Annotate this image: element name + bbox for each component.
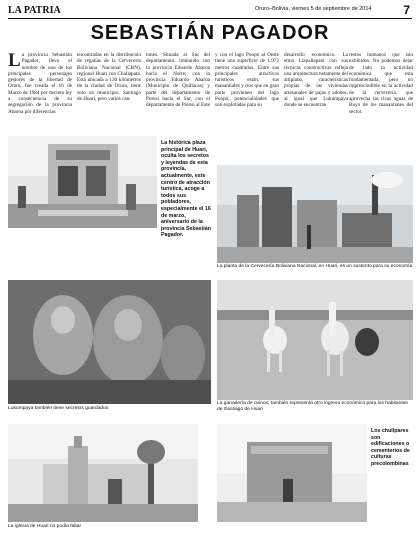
column-text: tones. Situada al Sur del departamento, limitando con la provincia Eduardo Abaroa hacia el Norte; con la provincia Eduardo Abaroa (Municipio de Quillacas) y parte del departamento de Potosí hacia el Sur, con el departamento de Potosí al Este xyxy=(146,52,210,109)
article-column-6 xyxy=(349,52,413,162)
article-column-5 xyxy=(284,52,348,132)
article-column-2 xyxy=(77,52,141,132)
dateline: Oruro–Bolivia, viernes 5 de septiembre de 2014 xyxy=(255,6,372,12)
plaza-caption: La histórica plaza principal de Huari, oculta los secretos y leyendas de esta provincia, actualmente, este centro de atracción turística, acoge a todos sus pobladores, especialmente el 16 de marzo, aniversario de la provincia Sebastián Pagador. xyxy=(161,140,212,239)
brewery-caption: La planta de la Cervecería Boliviana Nacional, en Huari, es un sustento para su economía xyxy=(217,264,413,269)
column-text: desarrollo económico. La etnia Llapallapani con sus técnicas constructivas refleja una arquitectura netamente del altiplano, características propias de las viviendas artesanales de pajas y adobes, al igual que Lukumpaya donde se encuentran xyxy=(284,52,348,109)
llamas-caption: La ganadería de ovinos, también representa otro ingreso económico para los habitantes de Santiago de Huari xyxy=(217,401,408,412)
chullpa-photo xyxy=(217,424,367,522)
plaza-photo xyxy=(8,136,157,228)
header-rule xyxy=(8,18,412,19)
article-column-3 xyxy=(146,52,210,132)
column-text: encontradas en la distribución de regalías de la Cervecería Boliviana Nacional (CBN), regional Huari con Challapata. Está ubicada a 130 kilómetros de la ciudad de Oruro, tiene solo un municipio, Santiago de Huari, pero varios can- xyxy=(77,52,141,103)
column-text: y con el lago Poopó al Oeste tiene una superficie de 1.972 metros cuadrados. Entre sus principales atractivos turísticos están, sus manantiales y ríos que en gran parte provienen del lago Poopó, potencialidades que son explotadas para su xyxy=(215,52,279,109)
page-number: 7 xyxy=(403,3,410,17)
masthead: LA PATRIA xyxy=(8,5,61,16)
article-column-1 xyxy=(8,52,72,132)
brewery-photo xyxy=(217,165,413,263)
column-text: a provincia Sebastián Pagador, lleva el nombre de uno de los principales personajes gestores de la libertad de Oruro, fue creada el 16 de Marzo de 1984 por decreto ley a consecuencia de su segregación de la provincia Abaroa por diferencias xyxy=(8,52,72,115)
column-text: restos humanos que son exhibidos. No podemos dejar de lado la actividad económica que esta fundamentada, pero no imprescindible en la actividad de la cervecería, que aprovecha las ricas aguas de Buyo de los manantiales del sector. xyxy=(349,52,413,115)
article-title: SEBASTIÁN PAGADOR xyxy=(90,22,330,44)
article-column-4 xyxy=(215,52,279,132)
lukumpaya-photo xyxy=(8,280,211,404)
lukumpaya-caption: Lukumpaya también tiene secretos guardados xyxy=(8,406,109,411)
church-caption: La iglesia de Huari no podía faltar xyxy=(8,524,82,529)
chullpa-caption: Los chullpares son edificaciones o cementerios de culturas precolombinas xyxy=(371,428,410,467)
drop-cap: L xyxy=(8,52,21,71)
church-photo xyxy=(8,424,198,522)
llamas-photo xyxy=(217,280,413,400)
